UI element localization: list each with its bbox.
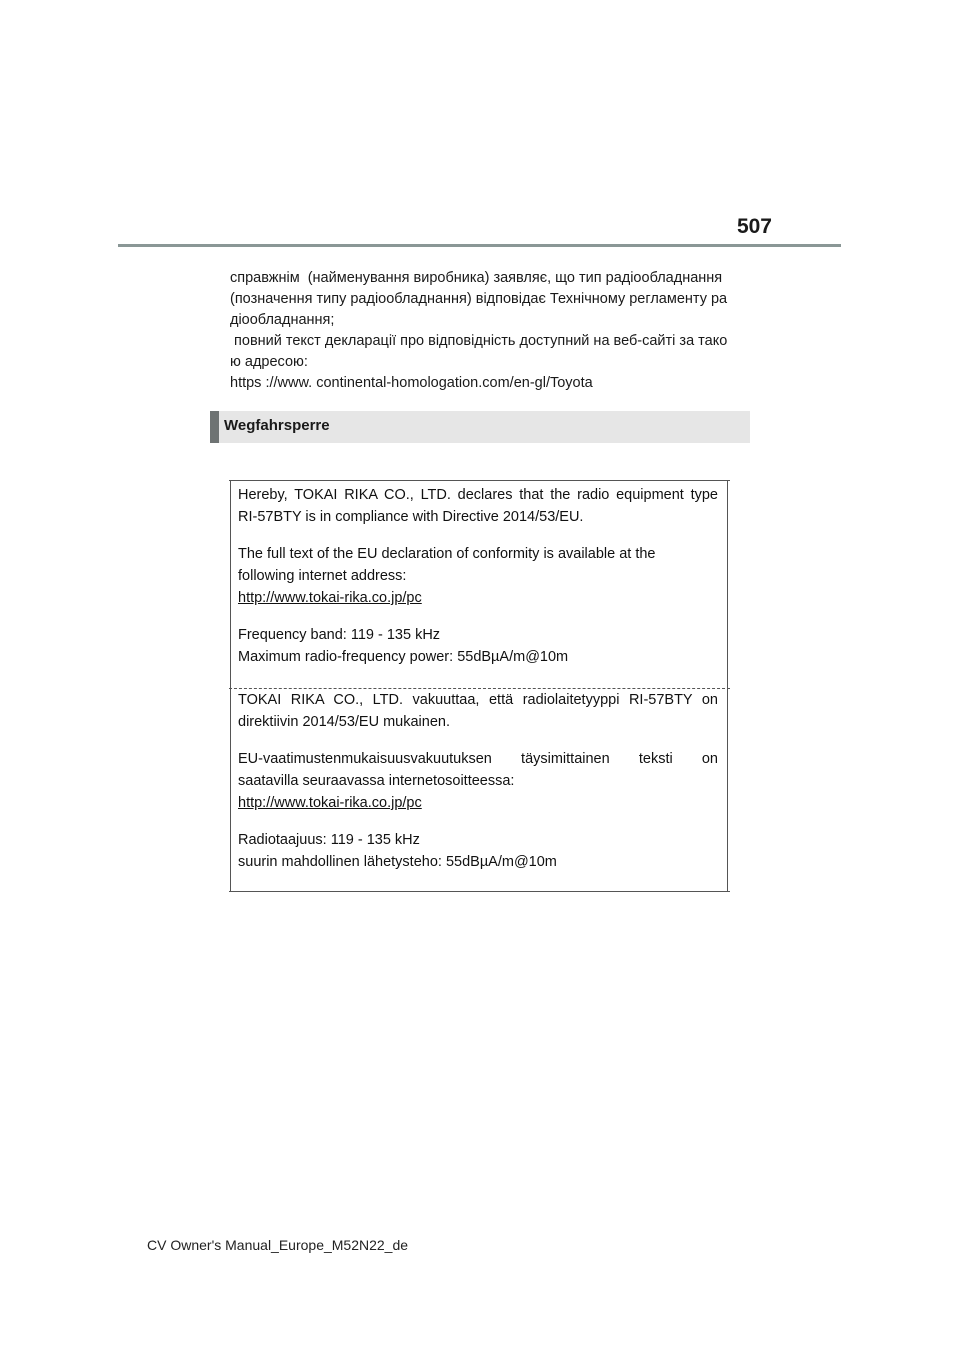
- declaration-fi-frequency: Radiotaajuus: 119 - 135 kHz: [238, 832, 420, 848]
- declaration-fi-power: suurin mahdollinen lähetysteho: 55dBµA/m@10m: [238, 854, 557, 870]
- intro-line: (позначення типу радіообладнання) відповідає Технічному регламенту ра: [230, 291, 728, 307]
- declaration-en-line3: The full text of the EU declaration of conformity is available at the: [238, 546, 656, 562]
- declaration-en-line4: following internet address:: [238, 568, 407, 584]
- header-rule: [118, 244, 841, 247]
- declaration-fi-line4: saatavilla seuraavassa internetosoitteessa:: [238, 773, 515, 789]
- declaration-en-link[interactable]: http://www.tokai-rika.co.jp/pc: [238, 590, 422, 606]
- intro-line: діообладнання;: [230, 312, 335, 328]
- intro-line: повний текст декларації про відповідність доступний на веб-сайті за тако: [230, 333, 728, 349]
- declaration-fi-line3: EU-vaatimustenmukaisuusvakuutuksen täysimittainen teksti on: [238, 751, 718, 767]
- declaration-finnish: [238, 689, 718, 873]
- box-border-left: [230, 480, 231, 892]
- declaration-certificate: [229, 480, 730, 892]
- section-heading: [210, 411, 750, 443]
- box-border-top: [229, 480, 730, 481]
- declaration-en-line2: RI-57BTY is in compliance with Directive 2014/53/EU.: [238, 509, 584, 525]
- declaration-english: [238, 484, 718, 668]
- page-footer: CV Owner's Manual_Europe_M52N22_de: [147, 1237, 409, 1253]
- declaration-en-power: Maximum radio-frequency power: 55dBµA/m@10m: [238, 649, 569, 665]
- declaration-fi-line1: TOKAI RIKA CO., LTD. vakuuttaa, että radiolaitetyyppi RI-57BTY on: [238, 692, 718, 708]
- declaration-fi-link[interactable]: http://www.tokai-rika.co.jp/pc: [238, 795, 422, 811]
- section-title: Wegfahrsperre: [224, 417, 330, 434]
- page-number: 507: [736, 215, 772, 238]
- declaration-en-line1: Hereby, TOKAI RIKA CO., LTD. declares that the radio equipment type: [238, 487, 718, 503]
- declaration-en-frequency: Frequency band: 119 - 135 kHz: [238, 627, 441, 643]
- box-border-bottom: [229, 891, 730, 892]
- intro-paragraph: [230, 268, 750, 394]
- box-border-right: [727, 480, 728, 892]
- intro-url: https ://www. continental-homologation.com/en-gl/Toyota: [230, 375, 593, 391]
- intro-line: справжнім (найменування виробника) заявляє, що тип радіообладнання: [230, 270, 723, 286]
- intro-line: ю адресою:: [230, 354, 308, 370]
- declaration-fi-line2: direktiivin 2014/53/EU mukainen.: [238, 714, 450, 730]
